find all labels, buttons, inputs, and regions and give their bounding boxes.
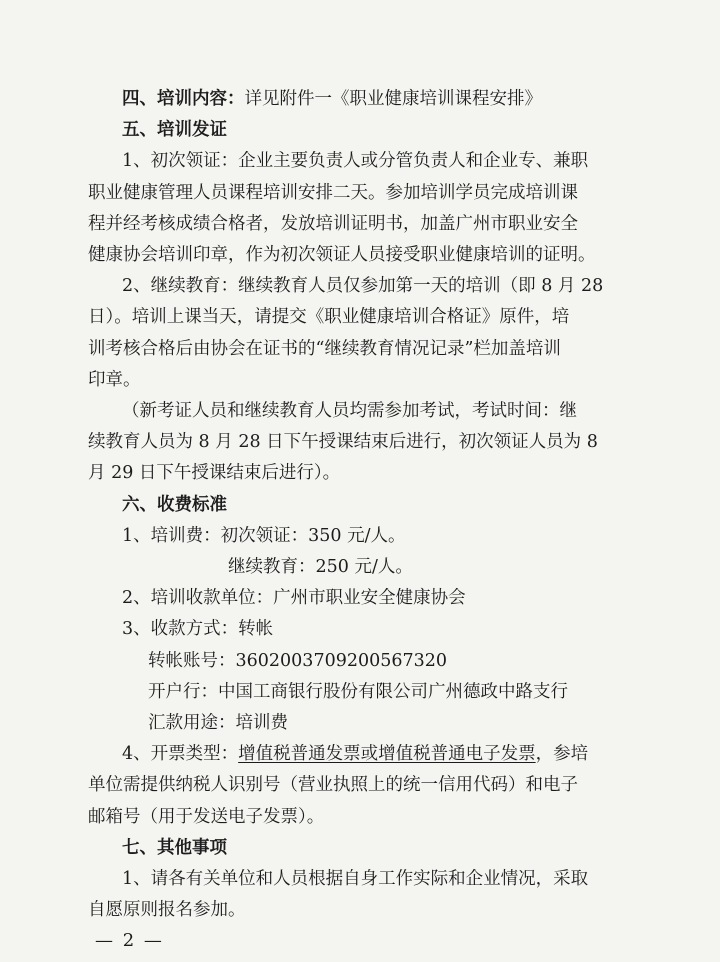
paragraph-line: 自愿原则报名参加。 xyxy=(88,900,246,921)
invoice-line xyxy=(0,741,720,767)
fee-line: 继续教育：250 元/人。 xyxy=(228,557,413,577)
note-line: 续教育人员为 8 月 28 日下午授课结束后进行，初次领证人员为 8 xyxy=(88,432,598,453)
paragraph-line: 职业健康管理人员课程培训安排二天。参加培训学员完成培训课 xyxy=(88,182,578,203)
bank-line: 开户行：中国工商银行股份有限公司广州德政中路支行 xyxy=(148,681,568,702)
paragraph-line: 程并经考核成绩合格者，发放培训证明书，加盖广州市职业安全 xyxy=(88,213,578,234)
paragraph-line: 1、初次领证：企业主要负责人或分管负责人和企业专、兼职 xyxy=(122,151,589,172)
fee-line: 1、培训费：初次领证：350 元/人。 xyxy=(122,525,406,546)
paragraph-line: 日）。培训上课当天，请提交《职业健康培训合格证》原件，培 xyxy=(88,307,570,328)
invoice-label: 4、开票类型： xyxy=(122,744,239,765)
page-number: — 2 — xyxy=(95,930,164,951)
paragraph-line: 邮箱号（用于发送电子发票）。 xyxy=(88,806,325,827)
section-7-heading: 七、其他事项 xyxy=(122,837,227,858)
section-4-heading: 四、培训内容： xyxy=(122,89,245,109)
section-6-heading: 六、收费标准 xyxy=(122,494,227,515)
section-4-line xyxy=(0,86,720,112)
section-5-heading: 五、培训发证 xyxy=(122,120,227,141)
note-line: （新考证人员和继续教育人员均需参加考试，考试时间：继 xyxy=(122,401,577,421)
invoice-type: 增值税普通发票或增值税普通电子发票 xyxy=(238,744,536,765)
account-line: 转帐账号：3602003709200567320 xyxy=(148,650,448,671)
paragraph-line: 2、继续教育：继续教育人员仅参加第一天的培训（即 8 月 28 xyxy=(122,276,604,297)
payee-line: 2、培训收款单位：广州市职业安全健康协会 xyxy=(122,588,466,609)
paragraph-line: 印章。 xyxy=(88,369,141,390)
paragraph-line: 健康协会培训印章，作为初次领证人员接受职业健康培训的证明。 xyxy=(88,245,596,265)
note-line: 月 29 日下午授课结束后进行）。 xyxy=(88,463,341,484)
section-4-text: 详见附件一《职业健康培训课程安排》 xyxy=(244,89,542,109)
invoice-rest: ，参培 xyxy=(535,744,589,765)
payment-method-line: 3、收款方式：转帐 xyxy=(122,619,274,640)
purpose-line: 汇款用途：培训费 xyxy=(148,713,288,733)
paragraph-line: 训考核合格后由协会在证书的“继续教育情况记录”栏加盖培训 xyxy=(88,338,561,359)
paragraph-line: 1、请各有关单位和人员根据自身工作实际和企业情况，采取 xyxy=(122,869,589,889)
paragraph-line: 单位需提供纳税人识别号（营业执照上的统一信用代码）和电子 xyxy=(88,775,578,796)
